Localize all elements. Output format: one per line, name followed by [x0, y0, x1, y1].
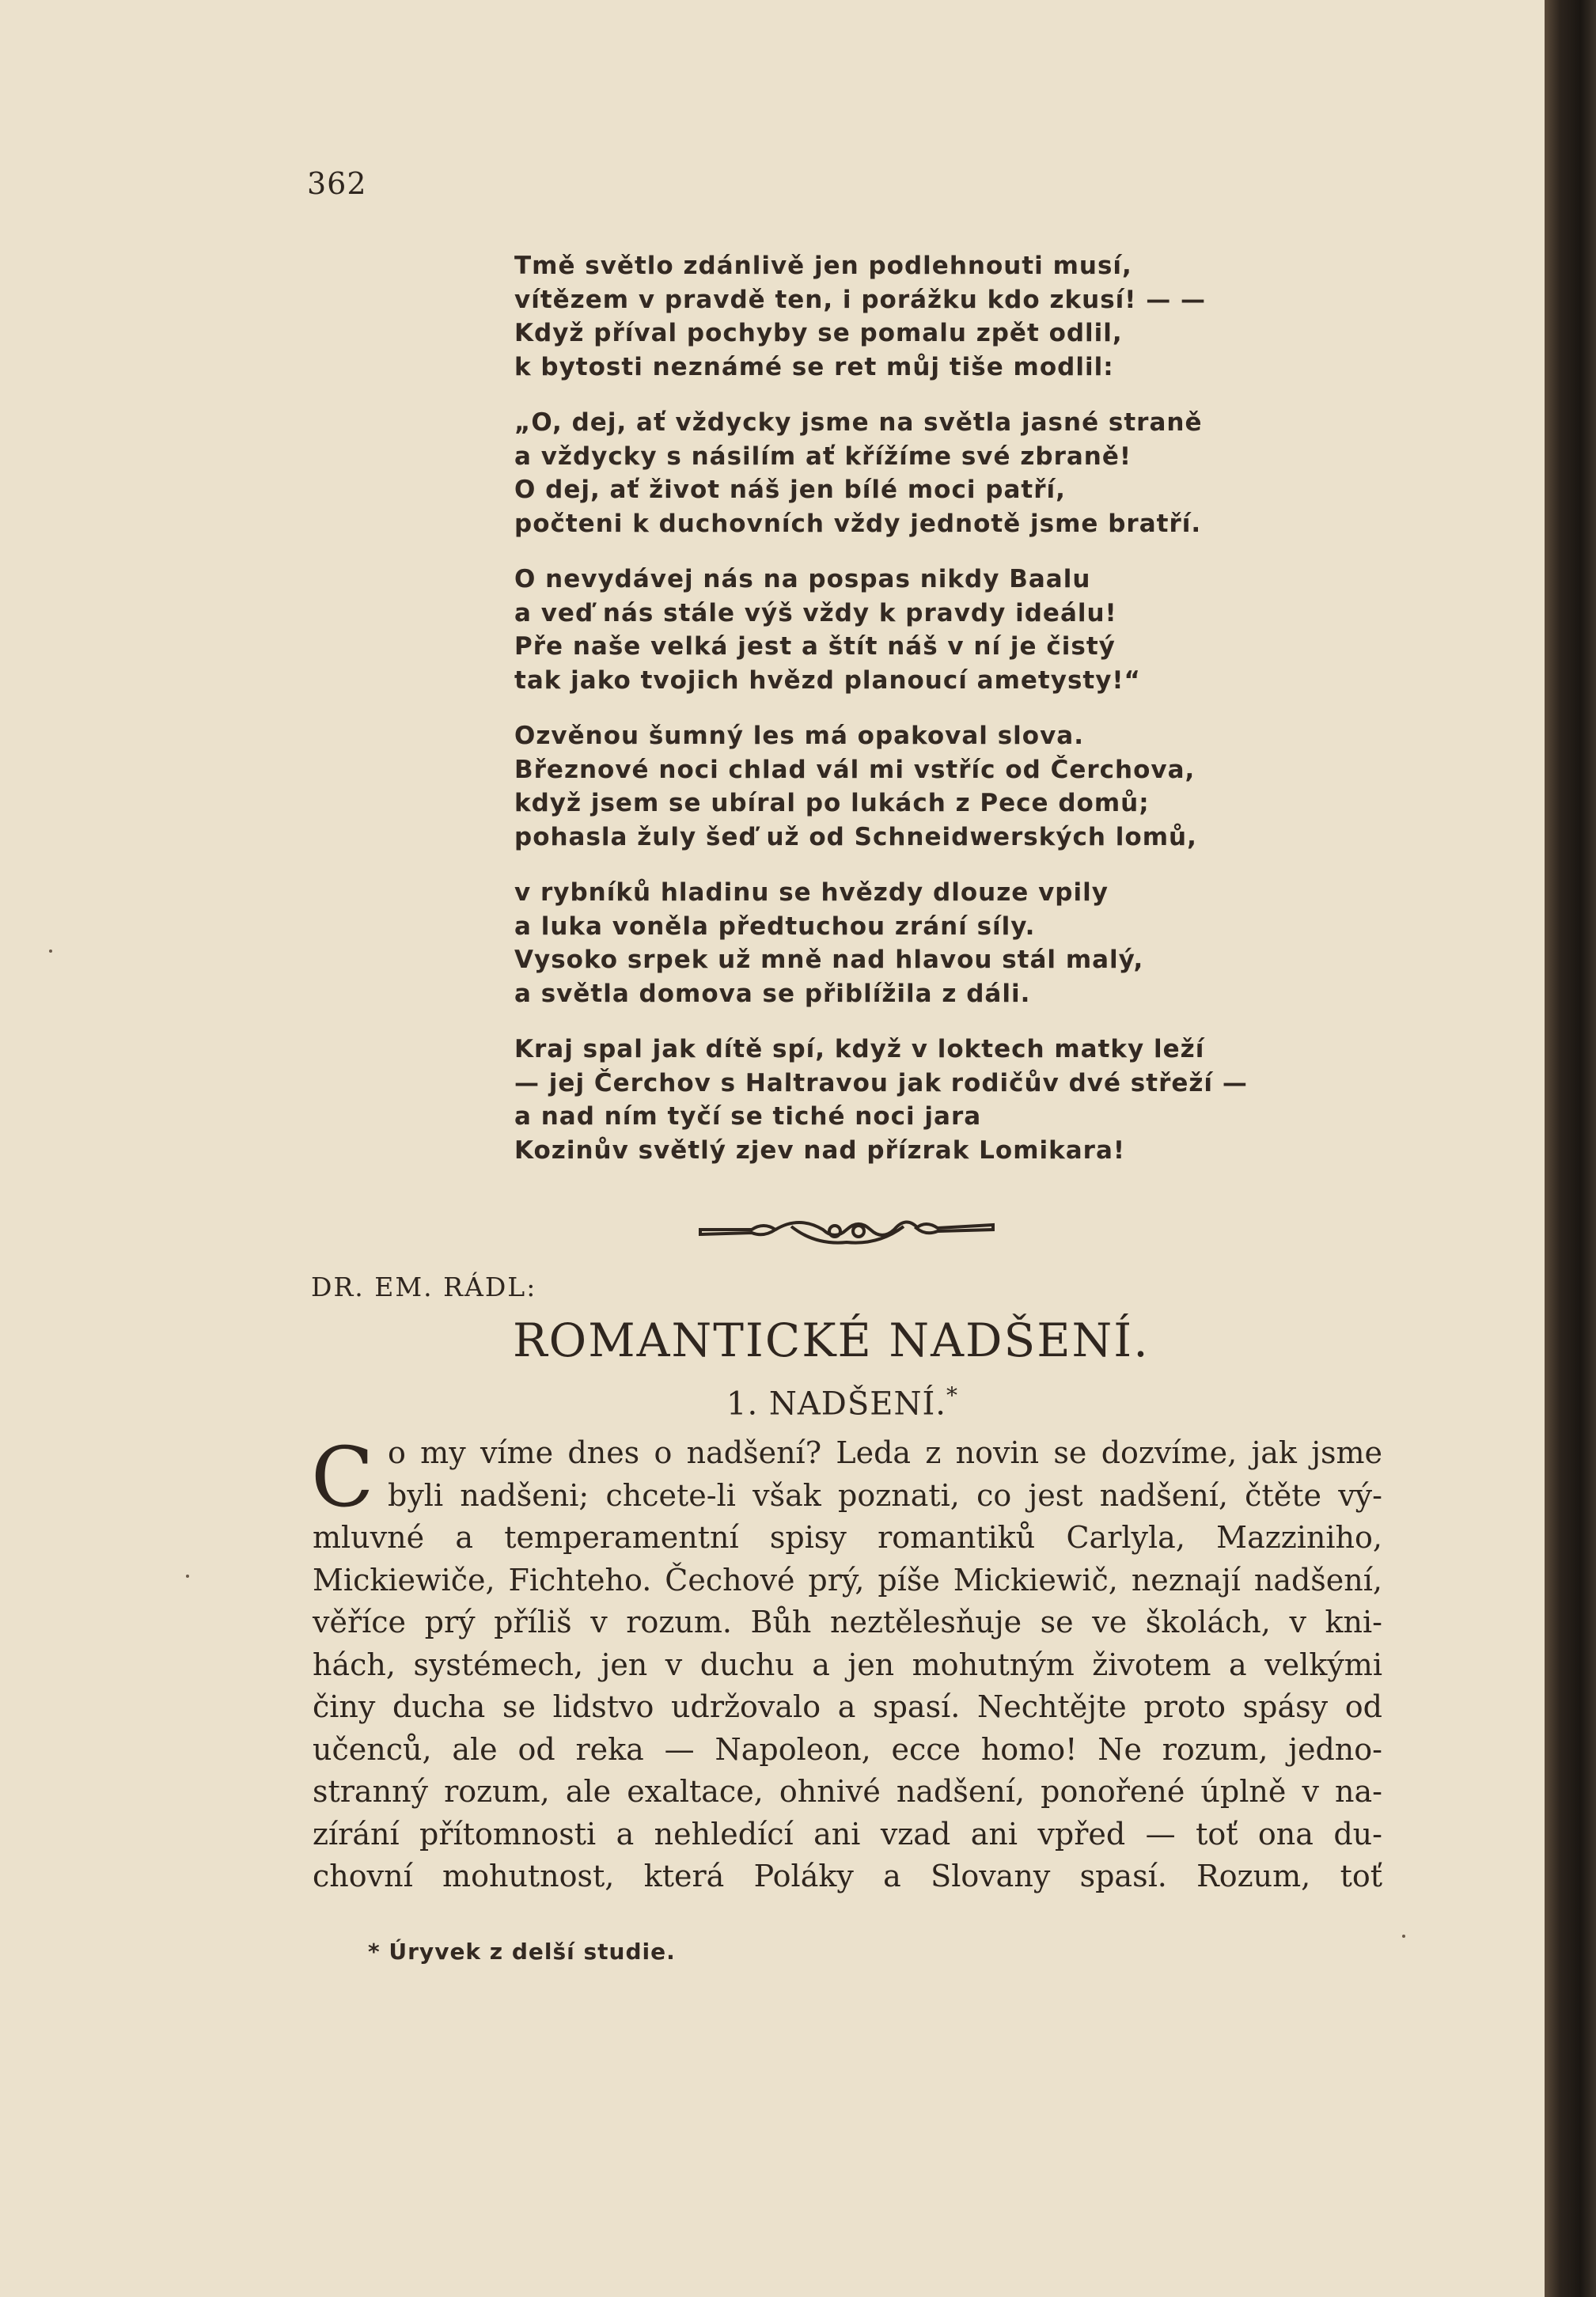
- poem-stanza: [514, 876, 1306, 1010]
- ornament-divider: [696, 1207, 997, 1255]
- poem-line: O dej, ať život náš jen bílé moci patří,: [514, 476, 1066, 504]
- poem-line: a světla domova se přiblížila z dáli.: [514, 979, 1031, 1008]
- body-line: hách, systémech, jen v duchu a jen mohutným životem a velkými: [313, 1647, 1382, 1682]
- article-title: ROMANTICKÉ NADŠENÍ.: [513, 1313, 1150, 1367]
- poem-line: a vždycky s násilím ať křížíme své zbraně!: [514, 442, 1132, 471]
- poem-line: počteni k duchovních vždy jednotě jsme bratří.: [514, 509, 1202, 538]
- page-number: 362: [307, 166, 367, 201]
- poem: [514, 249, 1306, 1189]
- poem-stanza: [514, 719, 1306, 854]
- poem-line: Pře naše velká jest a štít náš v ní je čistý: [514, 632, 1116, 661]
- paper-speck: [49, 950, 52, 953]
- poem-line: tak jako tvojich hvězd planoucí ametysty!“: [514, 665, 1141, 695]
- body-line: učenců, ale od reka — Napoleon, ecce homo! Ne rozum, jedno-: [313, 1731, 1382, 1767]
- body-line: byli nadšeni; chcete-li však poznati, co jest nadšení, čtěte vý-: [388, 1477, 1382, 1513]
- poem-line: Kozinův světlý zjev nad přízrak Lomikara!: [514, 1135, 1125, 1165]
- footnote: * Úryvek z delší studie.: [368, 1939, 676, 1965]
- paper-speck: [186, 1575, 189, 1578]
- body-line: mluvné a temperamentní spisy romantiků Carlyla, Mazziniho,: [313, 1520, 1382, 1555]
- poem-line: „O, dej, ať vždycky jsme na světla jasné straně: [514, 408, 1203, 437]
- body-line: věříce prý příliš v rozum. Bůh neztělesňuje se ve školách, v kni-: [313, 1605, 1382, 1639]
- poem-stanza: [514, 563, 1306, 697]
- poem-line: Tmě světlo zdánlivě jen podlehnouti musí,: [514, 252, 1132, 280]
- body-line: činy ducha se lidstvo udržovalo a spasí. Nechtějte proto spásy od: [313, 1689, 1382, 1724]
- drop-cap: C: [311, 1429, 374, 1526]
- body-line: chovní mohutnost, která Poláky a Slovany spasí. Rozum, toť: [313, 1859, 1382, 1893]
- section-heading: [726, 1382, 958, 1422]
- paper-speck: [1402, 1935, 1405, 1938]
- poem-line: a veď nás stále výš vždy k pravdy ideálu!: [514, 598, 1117, 627]
- poem-line: a nad ním tyčí se tiché noci jara: [514, 1102, 982, 1131]
- article-author: DR. EM. RÁDL:: [311, 1272, 537, 1302]
- poem-line: vítězem v pravdě ten, i porážku kdo zkusí! — —: [514, 285, 1206, 314]
- poem-line: Když příval pochyby se pomalu zpět odlil,: [514, 319, 1123, 347]
- poem-line: v rybníků hladinu se hvězdy dlouze vpily: [514, 878, 1109, 907]
- poem-line: když jsem se ubíral po lukách z Pece domů;: [514, 789, 1150, 817]
- poem-line: Kraj spal jak dítě spí, když v loktech matky leží: [514, 1035, 1205, 1063]
- poem-line: Vysoko srpek už mně nad hlavou stál malý,: [514, 946, 1144, 974]
- poem-line: O nevydávej nás na pospas nikdy Baalu: [514, 565, 1091, 593]
- footnote-marker: *: [946, 1382, 958, 1408]
- poem-line: a luka voněla předtuchou zrání síly.: [514, 912, 1036, 941]
- body-line: zírání přítomnosti a nehledící ani vzad ani vpřed — toť ona du-: [313, 1816, 1382, 1852]
- book-binding-edge: [1545, 0, 1596, 2297]
- article-body: [311, 1429, 1382, 1898]
- poem-stanza: [514, 1033, 1306, 1167]
- poem-line: — jej Čerchov s Haltravou jak rodičův dvé střeží —: [514, 1068, 1248, 1097]
- poem-stanza: [514, 249, 1306, 384]
- body-line: o my víme dnes o nadšení? Leda z novin se dozvíme, jak jsme: [388, 1435, 1382, 1470]
- poem-line: Březnové noci chlad vál mi vstříc od Čerchova,: [514, 755, 1196, 784]
- body-line: stranný rozum, ale exaltace, ohnivé nadšení, ponořené úplně v na-: [313, 1774, 1382, 1809]
- poem-line: pohasla žuly šeď už od Schneidwerských lomů,: [514, 822, 1197, 851]
- poem-stanza: [514, 406, 1306, 540]
- section-heading-text: 1. NADŠENÍ.: [726, 1385, 946, 1423]
- poem-line: k bytosti neznámé se ret můj tiše modlil:: [514, 352, 1114, 381]
- poem-line: Ozvěnou šumný les má opakoval slova.: [514, 722, 1084, 750]
- body-line: Mickiewiče, Fichteho. Čechové prý, píše Mickiewič, neznají nadšení,: [313, 1562, 1382, 1598]
